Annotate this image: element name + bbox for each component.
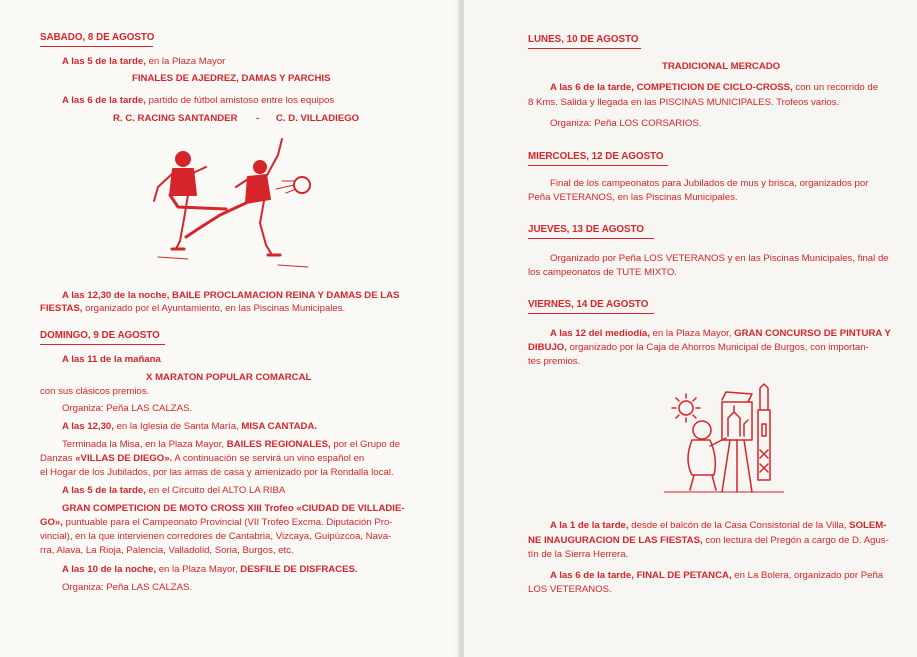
- organizer-line: Organiza: Peña LOS CORSARIOS.: [550, 118, 702, 129]
- event-line: FIESTAS, organizado por el Ayuntamiento, en las Piscinas Municipales.: [40, 303, 346, 314]
- event-line: Final de los campeonatos para Jubilados de mus y brisca, organizados por: [550, 178, 869, 189]
- event-line: tín de la Sierra Herrera.: [528, 549, 629, 560]
- event-line: Peña VETERANOS, en las Piscinas Municipales.: [528, 192, 738, 203]
- heading-jueves: JUEVES, 13 DE AGOSTO: [528, 224, 644, 235]
- event-line: vincial), en la que intervienen corredores de Cantabria, Vizcaya, Guipúzcoa, Nava-: [40, 531, 392, 542]
- event-title: GRAN COMPETICION DE MOTO CROSS XIII Trofeo «CIUDAD DE VILLADIE-: [62, 503, 405, 514]
- event-line: A las 6 de la tarde, partido de fútbol amistoso entre los equipos: [62, 95, 335, 106]
- event-title: TRADICIONAL MERCADO: [662, 61, 781, 72]
- event-line: LOS VETERANOS.: [528, 584, 612, 595]
- event-line: NE INAUGURACION DE LAS FIESTAS, con lectura del Pregón a cargo de D. Agus-: [528, 535, 889, 546]
- event-line: A la 1 de la tarde, desde el balcón de la Casa Consistorial de la Villa, SOLEM-: [550, 520, 887, 531]
- event-line: A las 6 de la tarde, FINAL DE PETANCA, en La Bolera, organizado por Peña: [550, 570, 884, 581]
- event-line: A las 5 de la tarde, en la Plaza Mayor: [62, 56, 226, 67]
- event-line: A las 10 de la noche, en la Plaza Mayor, DESFILE DE DISFRACES.: [62, 564, 358, 575]
- event-line: A las 12,30 de la noche, BAILE PROCLAMACION REINA Y DAMAS DE LAS: [62, 290, 400, 301]
- event-line: tes premios.: [528, 356, 581, 367]
- heading-miercoles: MIERCOLES, 12 DE AGOSTO: [528, 151, 664, 162]
- event-line: 8 Kms. Salida y llegada en las PISCINAS MUNICIPALES. Trofeos varios.: [528, 97, 840, 108]
- team-home: R. C. RACING SANTANDER: [113, 113, 238, 124]
- right-page: [464, 0, 917, 657]
- organizer-line: Organiza: Peña LAS CALZAS.: [62, 582, 193, 593]
- event-title: X MARATON POPULAR COMARCAL: [146, 372, 312, 383]
- event-line: los campeonatos de TUTE MIXTO.: [528, 267, 677, 278]
- event-line: A las 12 del mediodía, en la Plaza Mayor, GRAN CONCURSO DE PINTURA Y: [550, 328, 891, 339]
- event-line: GO», puntuable para el Campeonato Provincial (VII Trofeo Excma. Diputación Pro-: [40, 517, 393, 528]
- heading-rule: [40, 46, 153, 47]
- event-line: A las 6 de la tarde, COMPETICION DE CICLO-CROSS, con un recorrido de: [550, 82, 879, 93]
- team-away: C. D. VILLADIEGO: [276, 113, 360, 124]
- event-title: FINALES DE AJEDREZ, DAMAS Y PARCHIS: [132, 73, 331, 84]
- event-line: A las 5 de la tarde, en el Circuito del ALTO LA RIBA: [62, 485, 286, 496]
- team-separator: -: [256, 113, 260, 124]
- event-line: rra, Alava, La Rioja, Palencia, Valladolid, Soria, Burgos, etc.: [40, 545, 294, 556]
- heading-rule: [40, 344, 165, 345]
- heading-domingo: DOMINGO, 9 DE AGOSTO: [40, 330, 160, 341]
- event-line: Danzas «VILLAS DE DIEGO». A continuación se servirá un vino español en: [40, 453, 365, 464]
- painter-easel-illustration: [664, 380, 784, 500]
- heading-sabado: SABADO, 8 DE AGOSTO: [40, 32, 155, 43]
- heading-rule: [528, 238, 654, 239]
- event-line: DIBUJO, organizado por la Caja de Ahorros Municipal de Burgos, con importan-: [528, 342, 869, 353]
- organizer-line: Organiza: Peña LAS CALZAS.: [62, 403, 193, 414]
- heading-viernes: VIERNES, 14 DE AGOSTO: [528, 299, 649, 310]
- event-line: el Hogar de los Jubilados, por las amas de casa y amenizado por la Rondalla local.: [40, 467, 394, 478]
- event-line: A las 11 de la mañana: [62, 354, 161, 365]
- heading-rule: [528, 48, 641, 49]
- event-line: Organizado por Peña LOS VETERANOS y en las Piscinas Municipales, final de: [550, 253, 889, 264]
- event-line: Terminada la Misa, en la Plaza Mayor, BAILES REGIONALES, por el Grupo de: [62, 439, 401, 450]
- football-players-illustration: [148, 137, 318, 277]
- event-line: con sus clásicos premios.: [40, 386, 150, 397]
- heading-rule: [528, 313, 654, 314]
- heading-rule: [528, 165, 668, 166]
- heading-lunes: LUNES, 10 DE AGOSTO: [528, 34, 639, 45]
- event-line: A las 12,30, en la Iglesia de Santa María, MISA CANTADA.: [62, 421, 318, 432]
